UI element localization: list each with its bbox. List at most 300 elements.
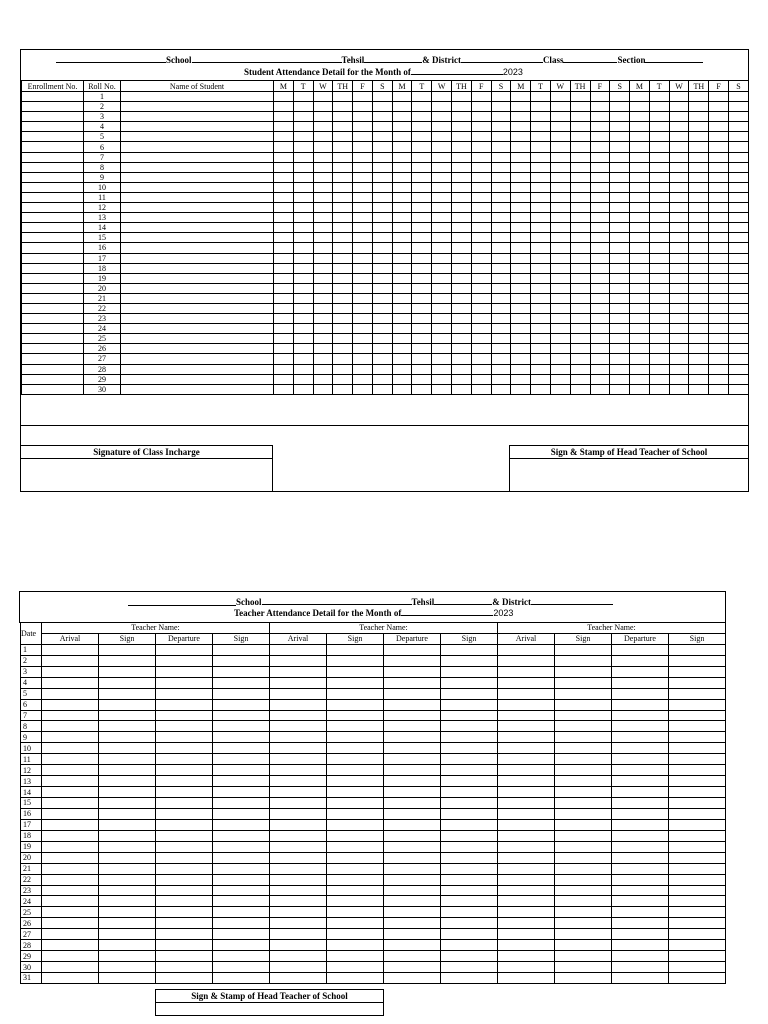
attendance-cell[interactable] bbox=[313, 344, 333, 354]
attendance-cell[interactable] bbox=[689, 384, 709, 394]
attendance-cell[interactable] bbox=[491, 203, 511, 213]
attendance-cell[interactable] bbox=[491, 354, 511, 364]
attendance-cell[interactable] bbox=[570, 253, 590, 263]
attendance-cell[interactable] bbox=[491, 243, 511, 253]
teacher-entry-cell[interactable] bbox=[498, 699, 555, 710]
teacher-name-label[interactable]: Teacher Name: bbox=[498, 623, 726, 634]
attendance-cell[interactable] bbox=[590, 172, 610, 182]
enrollment-cell[interactable] bbox=[22, 182, 84, 192]
attendance-cell[interactable] bbox=[610, 263, 630, 273]
enrollment-cell[interactable] bbox=[22, 324, 84, 334]
attendance-cell[interactable] bbox=[570, 324, 590, 334]
teacher-entry-cell[interactable] bbox=[441, 929, 498, 940]
attendance-cell[interactable] bbox=[570, 92, 590, 102]
section-field[interactable] bbox=[645, 53, 703, 63]
attendance-cell[interactable] bbox=[372, 344, 392, 354]
teacher-entry-cell[interactable] bbox=[498, 852, 555, 863]
attendance-cell[interactable] bbox=[550, 354, 570, 364]
tehsil-field[interactable] bbox=[364, 53, 422, 63]
teacher-entry-cell[interactable] bbox=[42, 896, 99, 907]
student-name-cell[interactable] bbox=[121, 112, 274, 122]
attendance-cell[interactable] bbox=[570, 344, 590, 354]
attendance-cell[interactable] bbox=[709, 354, 729, 364]
attendance-cell[interactable] bbox=[610, 122, 630, 132]
attendance-cell[interactable] bbox=[610, 324, 630, 334]
attendance-cell[interactable] bbox=[550, 263, 570, 273]
teacher-entry-cell[interactable] bbox=[270, 940, 327, 951]
teacher-entry-cell[interactable] bbox=[270, 885, 327, 896]
teacher-entry-cell[interactable] bbox=[156, 732, 213, 743]
teacher-entry-cell[interactable] bbox=[270, 710, 327, 721]
teacher-entry-cell[interactable] bbox=[42, 918, 99, 929]
teacher-entry-cell[interactable] bbox=[99, 885, 156, 896]
student-name-cell[interactable] bbox=[121, 162, 274, 172]
attendance-cell[interactable] bbox=[392, 243, 412, 253]
attendance-cell[interactable] bbox=[392, 142, 412, 152]
attendance-cell[interactable] bbox=[452, 263, 472, 273]
teacher-entry-cell[interactable] bbox=[498, 819, 555, 830]
attendance-cell[interactable] bbox=[649, 162, 669, 172]
teacher-entry-cell[interactable] bbox=[156, 644, 213, 655]
attendance-cell[interactable] bbox=[333, 334, 353, 344]
attendance-cell[interactable] bbox=[570, 203, 590, 213]
attendance-cell[interactable] bbox=[630, 273, 650, 283]
attendance-cell[interactable] bbox=[353, 344, 373, 354]
attendance-cell[interactable] bbox=[689, 314, 709, 324]
attendance-cell[interactable] bbox=[728, 162, 748, 172]
teacher-entry-cell[interactable] bbox=[555, 852, 612, 863]
attendance-cell[interactable] bbox=[491, 263, 511, 273]
attendance-cell[interactable] bbox=[412, 364, 432, 374]
teacher-entry-cell[interactable] bbox=[498, 776, 555, 787]
teacher-entry-cell[interactable] bbox=[555, 907, 612, 918]
attendance-cell[interactable] bbox=[392, 132, 412, 142]
attendance-cell[interactable] bbox=[333, 233, 353, 243]
teacher-entry-cell[interactable] bbox=[384, 940, 441, 951]
attendance-cell[interactable] bbox=[412, 112, 432, 122]
attendance-cell[interactable] bbox=[649, 122, 669, 132]
teacher-entry-cell[interactable] bbox=[270, 973, 327, 984]
attendance-cell[interactable] bbox=[392, 223, 412, 233]
teacher-entry-cell[interactable] bbox=[498, 644, 555, 655]
attendance-cell[interactable] bbox=[333, 364, 353, 374]
attendance-cell[interactable] bbox=[531, 364, 551, 374]
teacher-entry-cell[interactable] bbox=[384, 841, 441, 852]
attendance-cell[interactable] bbox=[372, 314, 392, 324]
attendance-cell[interactable] bbox=[610, 283, 630, 293]
attendance-cell[interactable] bbox=[274, 384, 294, 394]
attendance-cell[interactable] bbox=[610, 354, 630, 364]
attendance-cell[interactable] bbox=[353, 182, 373, 192]
teacher-entry-cell[interactable] bbox=[612, 732, 669, 743]
attendance-cell[interactable] bbox=[669, 172, 689, 182]
attendance-cell[interactable] bbox=[570, 213, 590, 223]
teacher-entry-cell[interactable] bbox=[498, 688, 555, 699]
teacher-entry-cell[interactable] bbox=[612, 896, 669, 907]
attendance-cell[interactable] bbox=[550, 303, 570, 313]
attendance-cell[interactable] bbox=[471, 364, 491, 374]
attendance-cell[interactable] bbox=[471, 192, 491, 202]
attendance-cell[interactable] bbox=[570, 273, 590, 283]
attendance-cell[interactable] bbox=[313, 233, 333, 243]
teacher-entry-cell[interactable] bbox=[669, 863, 726, 874]
teacher-entry-cell[interactable] bbox=[327, 765, 384, 776]
attendance-cell[interactable] bbox=[728, 152, 748, 162]
teacher-entry-cell[interactable] bbox=[441, 907, 498, 918]
attendance-cell[interactable] bbox=[274, 273, 294, 283]
attendance-cell[interactable] bbox=[709, 344, 729, 354]
attendance-cell[interactable] bbox=[293, 182, 313, 192]
teacher-entry-cell[interactable] bbox=[213, 951, 270, 962]
attendance-cell[interactable] bbox=[728, 263, 748, 273]
teacher-entry-cell[interactable] bbox=[498, 798, 555, 809]
teacher-entry-cell[interactable] bbox=[612, 644, 669, 655]
attendance-cell[interactable] bbox=[689, 132, 709, 142]
attendance-cell[interactable] bbox=[392, 253, 412, 263]
attendance-cell[interactable] bbox=[452, 384, 472, 394]
attendance-cell[interactable] bbox=[313, 142, 333, 152]
attendance-cell[interactable] bbox=[274, 122, 294, 132]
teacher-entry-cell[interactable] bbox=[213, 798, 270, 809]
student-name-cell[interactable] bbox=[121, 172, 274, 182]
attendance-cell[interactable] bbox=[432, 354, 452, 364]
teacher-entry-cell[interactable] bbox=[156, 940, 213, 951]
attendance-cell[interactable] bbox=[689, 102, 709, 112]
attendance-cell[interactable] bbox=[531, 92, 551, 102]
attendance-cell[interactable] bbox=[709, 223, 729, 233]
attendance-cell[interactable] bbox=[274, 233, 294, 243]
attendance-cell[interactable] bbox=[550, 213, 570, 223]
attendance-cell[interactable] bbox=[333, 182, 353, 192]
teacher-entry-cell[interactable] bbox=[327, 787, 384, 798]
attendance-cell[interactable] bbox=[471, 142, 491, 152]
attendance-cell[interactable] bbox=[333, 223, 353, 233]
attendance-cell[interactable] bbox=[333, 122, 353, 132]
attendance-cell[interactable] bbox=[372, 152, 392, 162]
teacher-entry-cell[interactable] bbox=[213, 776, 270, 787]
attendance-cell[interactable] bbox=[531, 334, 551, 344]
attendance-cell[interactable] bbox=[452, 354, 472, 364]
teacher-entry-cell[interactable] bbox=[384, 874, 441, 885]
teacher-entry-cell[interactable] bbox=[384, 765, 441, 776]
attendance-cell[interactable] bbox=[412, 243, 432, 253]
teacher-entry-cell[interactable] bbox=[213, 896, 270, 907]
teacher-entry-cell[interactable] bbox=[384, 830, 441, 841]
attendance-cell[interactable] bbox=[590, 152, 610, 162]
teacher-entry-cell[interactable] bbox=[384, 666, 441, 677]
attendance-cell[interactable] bbox=[274, 243, 294, 253]
teacher-entry-cell[interactable] bbox=[270, 721, 327, 732]
attendance-cell[interactable] bbox=[570, 132, 590, 142]
attendance-cell[interactable] bbox=[511, 283, 531, 293]
teacher-entry-cell[interactable] bbox=[498, 754, 555, 765]
attendance-cell[interactable] bbox=[531, 384, 551, 394]
attendance-cell[interactable] bbox=[570, 374, 590, 384]
teacher-entry-cell[interactable] bbox=[213, 677, 270, 688]
attendance-cell[interactable] bbox=[452, 253, 472, 263]
teacher-entry-cell[interactable] bbox=[555, 841, 612, 852]
student-name-cell[interactable] bbox=[121, 314, 274, 324]
teacher-entry-cell[interactable] bbox=[498, 710, 555, 721]
attendance-cell[interactable] bbox=[392, 273, 412, 283]
attendance-cell[interactable] bbox=[471, 303, 491, 313]
teacher-entry-cell[interactable] bbox=[669, 721, 726, 732]
attendance-cell[interactable] bbox=[590, 192, 610, 202]
attendance-cell[interactable] bbox=[649, 182, 669, 192]
attendance-cell[interactable] bbox=[570, 152, 590, 162]
attendance-cell[interactable] bbox=[333, 243, 353, 253]
teacher-entry-cell[interactable] bbox=[270, 951, 327, 962]
attendance-cell[interactable] bbox=[333, 102, 353, 112]
attendance-cell[interactable] bbox=[452, 324, 472, 334]
teacher-entry-cell[interactable] bbox=[42, 863, 99, 874]
teacher-entry-cell[interactable] bbox=[612, 721, 669, 732]
attendance-cell[interactable] bbox=[471, 314, 491, 324]
teacher-entry-cell[interactable] bbox=[498, 929, 555, 940]
attendance-cell[interactable] bbox=[491, 122, 511, 132]
attendance-cell[interactable] bbox=[570, 334, 590, 344]
attendance-cell[interactable] bbox=[353, 172, 373, 182]
attendance-cell[interactable] bbox=[471, 92, 491, 102]
attendance-cell[interactable] bbox=[531, 182, 551, 192]
attendance-cell[interactable] bbox=[709, 314, 729, 324]
student-name-cell[interactable] bbox=[121, 243, 274, 253]
attendance-cell[interactable] bbox=[550, 192, 570, 202]
attendance-cell[interactable] bbox=[274, 324, 294, 334]
attendance-cell[interactable] bbox=[689, 92, 709, 102]
enrollment-cell[interactable] bbox=[22, 122, 84, 132]
teacher-entry-cell[interactable] bbox=[441, 787, 498, 798]
attendance-cell[interactable] bbox=[689, 182, 709, 192]
attendance-cell[interactable] bbox=[372, 142, 392, 152]
teacher-entry-cell[interactable] bbox=[99, 787, 156, 798]
attendance-cell[interactable] bbox=[649, 132, 669, 142]
attendance-cell[interactable] bbox=[728, 283, 748, 293]
attendance-cell[interactable] bbox=[610, 182, 630, 192]
attendance-cell[interactable] bbox=[333, 263, 353, 273]
attendance-cell[interactable] bbox=[550, 384, 570, 394]
attendance-cell[interactable] bbox=[728, 112, 748, 122]
teacher-entry-cell[interactable] bbox=[384, 743, 441, 754]
teacher-entry-cell[interactable] bbox=[156, 819, 213, 830]
teacher-entry-cell[interactable] bbox=[327, 743, 384, 754]
attendance-cell[interactable] bbox=[610, 152, 630, 162]
attendance-cell[interactable] bbox=[590, 203, 610, 213]
teacher-entry-cell[interactable] bbox=[384, 699, 441, 710]
teacher-entry-cell[interactable] bbox=[384, 776, 441, 787]
attendance-cell[interactable] bbox=[274, 344, 294, 354]
attendance-cell[interactable] bbox=[353, 132, 373, 142]
teacher-entry-cell[interactable] bbox=[669, 732, 726, 743]
attendance-cell[interactable] bbox=[333, 374, 353, 384]
attendance-cell[interactable] bbox=[471, 182, 491, 192]
attendance-cell[interactable] bbox=[412, 293, 432, 303]
attendance-cell[interactable] bbox=[669, 384, 689, 394]
attendance-cell[interactable] bbox=[392, 233, 412, 243]
attendance-cell[interactable] bbox=[372, 263, 392, 273]
attendance-cell[interactable] bbox=[630, 132, 650, 142]
attendance-cell[interactable] bbox=[293, 102, 313, 112]
teacher-entry-cell[interactable] bbox=[384, 863, 441, 874]
teacher-entry-cell[interactable] bbox=[213, 918, 270, 929]
attendance-cell[interactable] bbox=[372, 374, 392, 384]
enrollment-cell[interactable] bbox=[22, 92, 84, 102]
teacher-entry-cell[interactable] bbox=[555, 644, 612, 655]
attendance-cell[interactable] bbox=[452, 112, 472, 122]
attendance-cell[interactable] bbox=[550, 334, 570, 344]
attendance-cell[interactable] bbox=[511, 172, 531, 182]
teacher-entry-cell[interactable] bbox=[213, 666, 270, 677]
attendance-cell[interactable] bbox=[313, 172, 333, 182]
attendance-cell[interactable] bbox=[689, 273, 709, 283]
attendance-cell[interactable] bbox=[728, 172, 748, 182]
attendance-cell[interactable] bbox=[610, 273, 630, 283]
attendance-cell[interactable] bbox=[452, 102, 472, 112]
attendance-cell[interactable] bbox=[471, 354, 491, 364]
teacher-entry-cell[interactable] bbox=[327, 732, 384, 743]
attendance-cell[interactable] bbox=[570, 122, 590, 132]
attendance-cell[interactable] bbox=[511, 314, 531, 324]
attendance-cell[interactable] bbox=[293, 354, 313, 364]
attendance-cell[interactable] bbox=[333, 192, 353, 202]
teacher-entry-cell[interactable] bbox=[555, 962, 612, 973]
teacher-entry-cell[interactable] bbox=[270, 819, 327, 830]
teacher-entry-cell[interactable] bbox=[498, 940, 555, 951]
teacher-entry-cell[interactable] bbox=[270, 907, 327, 918]
attendance-cell[interactable] bbox=[353, 293, 373, 303]
attendance-cell[interactable] bbox=[550, 203, 570, 213]
attendance-cell[interactable] bbox=[293, 92, 313, 102]
attendance-cell[interactable] bbox=[531, 152, 551, 162]
attendance-cell[interactable] bbox=[313, 384, 333, 394]
student-name-cell[interactable] bbox=[121, 192, 274, 202]
attendance-cell[interactable] bbox=[550, 223, 570, 233]
attendance-cell[interactable] bbox=[471, 223, 491, 233]
attendance-cell[interactable] bbox=[333, 293, 353, 303]
attendance-cell[interactable] bbox=[471, 203, 491, 213]
teacher-month-field[interactable] bbox=[401, 606, 493, 616]
attendance-cell[interactable] bbox=[293, 213, 313, 223]
attendance-cell[interactable] bbox=[372, 364, 392, 374]
enrollment-cell[interactable] bbox=[22, 344, 84, 354]
attendance-cell[interactable] bbox=[392, 344, 412, 354]
attendance-cell[interactable] bbox=[432, 283, 452, 293]
attendance-cell[interactable] bbox=[630, 283, 650, 293]
attendance-cell[interactable] bbox=[550, 283, 570, 293]
attendance-cell[interactable] bbox=[432, 263, 452, 273]
attendance-cell[interactable] bbox=[689, 233, 709, 243]
attendance-cell[interactable] bbox=[293, 233, 313, 243]
attendance-cell[interactable] bbox=[689, 374, 709, 384]
teacher-entry-cell[interactable] bbox=[156, 874, 213, 885]
attendance-cell[interactable] bbox=[372, 303, 392, 313]
teacher-entry-cell[interactable] bbox=[441, 841, 498, 852]
attendance-cell[interactable] bbox=[491, 324, 511, 334]
teacher-entry-cell[interactable] bbox=[327, 852, 384, 863]
teacher-entry-cell[interactable] bbox=[270, 743, 327, 754]
teacher-entry-cell[interactable] bbox=[384, 973, 441, 984]
attendance-cell[interactable] bbox=[412, 344, 432, 354]
teacher-entry-cell[interactable] bbox=[441, 940, 498, 951]
teacher-entry-cell[interactable] bbox=[498, 863, 555, 874]
attendance-cell[interactable] bbox=[313, 162, 333, 172]
attendance-cell[interactable] bbox=[709, 243, 729, 253]
teacher-entry-cell[interactable] bbox=[327, 819, 384, 830]
attendance-cell[interactable] bbox=[313, 152, 333, 162]
attendance-cell[interactable] bbox=[649, 293, 669, 303]
teacher-entry-cell[interactable] bbox=[384, 929, 441, 940]
attendance-cell[interactable] bbox=[412, 334, 432, 344]
teacher-entry-cell[interactable] bbox=[99, 874, 156, 885]
student-name-cell[interactable] bbox=[121, 273, 274, 283]
attendance-cell[interactable] bbox=[610, 243, 630, 253]
attendance-cell[interactable] bbox=[491, 283, 511, 293]
attendance-cell[interactable] bbox=[412, 203, 432, 213]
attendance-cell[interactable] bbox=[353, 122, 373, 132]
attendance-cell[interactable] bbox=[274, 253, 294, 263]
attendance-cell[interactable] bbox=[452, 314, 472, 324]
attendance-cell[interactable] bbox=[372, 273, 392, 283]
attendance-cell[interactable] bbox=[491, 334, 511, 344]
attendance-cell[interactable] bbox=[531, 132, 551, 142]
teacher-entry-cell[interactable] bbox=[384, 918, 441, 929]
attendance-cell[interactable] bbox=[372, 122, 392, 132]
attendance-cell[interactable] bbox=[728, 344, 748, 354]
attendance-cell[interactable] bbox=[550, 102, 570, 112]
teacher-entry-cell[interactable] bbox=[669, 688, 726, 699]
attendance-cell[interactable] bbox=[452, 374, 472, 384]
attendance-cell[interactable] bbox=[590, 273, 610, 283]
attendance-cell[interactable] bbox=[728, 384, 748, 394]
attendance-cell[interactable] bbox=[689, 344, 709, 354]
teacher-entry-cell[interactable] bbox=[612, 962, 669, 973]
attendance-cell[interactable] bbox=[709, 303, 729, 313]
teacher-entry-cell[interactable] bbox=[612, 929, 669, 940]
attendance-cell[interactable] bbox=[412, 132, 432, 142]
teacher-entry-cell[interactable] bbox=[327, 754, 384, 765]
attendance-cell[interactable] bbox=[610, 162, 630, 172]
attendance-cell[interactable] bbox=[649, 384, 669, 394]
attendance-cell[interactable] bbox=[511, 92, 531, 102]
attendance-cell[interactable] bbox=[432, 132, 452, 142]
enrollment-cell[interactable] bbox=[22, 283, 84, 293]
student-name-cell[interactable] bbox=[121, 233, 274, 243]
attendance-cell[interactable] bbox=[353, 233, 373, 243]
attendance-cell[interactable] bbox=[353, 384, 373, 394]
attendance-cell[interactable] bbox=[471, 263, 491, 273]
enrollment-cell[interactable] bbox=[22, 172, 84, 182]
attendance-cell[interactable] bbox=[372, 384, 392, 394]
teacher-entry-cell[interactable] bbox=[555, 765, 612, 776]
teacher-entry-cell[interactable] bbox=[498, 721, 555, 732]
attendance-cell[interactable] bbox=[293, 334, 313, 344]
attendance-cell[interactable] bbox=[570, 112, 590, 122]
attendance-cell[interactable] bbox=[550, 273, 570, 283]
teacher-entry-cell[interactable] bbox=[384, 754, 441, 765]
teacher-entry-cell[interactable] bbox=[327, 808, 384, 819]
teacher-entry-cell[interactable] bbox=[612, 666, 669, 677]
attendance-cell[interactable] bbox=[531, 102, 551, 112]
attendance-cell[interactable] bbox=[630, 303, 650, 313]
attendance-cell[interactable] bbox=[649, 314, 669, 324]
teacher-entry-cell[interactable] bbox=[99, 951, 156, 962]
teacher-entry-cell[interactable] bbox=[99, 754, 156, 765]
attendance-cell[interactable] bbox=[333, 283, 353, 293]
teacher-entry-cell[interactable] bbox=[213, 765, 270, 776]
attendance-cell[interactable] bbox=[333, 142, 353, 152]
attendance-cell[interactable] bbox=[709, 384, 729, 394]
attendance-cell[interactable] bbox=[728, 324, 748, 334]
